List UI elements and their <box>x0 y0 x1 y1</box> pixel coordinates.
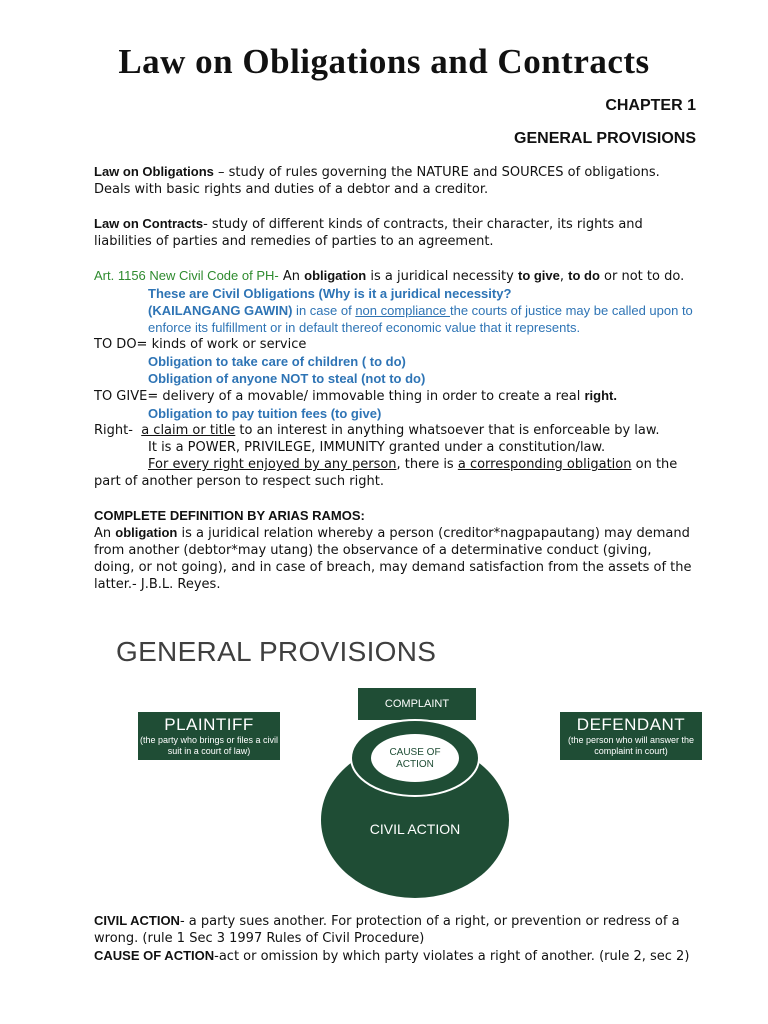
civil-action-definition <box>94 912 706 947</box>
obligations-def-2: Deals with basic rights and duties of a debtor and a creditor. <box>94 182 489 197</box>
right-text: on the part of another person to respect such right. <box>94 457 678 489</box>
diagram-title: GENERAL PROVISIONS <box>116 636 437 667</box>
complete-definition-text <box>94 524 694 593</box>
civil-action-term: CIVIL ACTION <box>94 913 180 928</box>
cause-line-1: CAUSE OF <box>389 747 441 758</box>
plaintiff-description: (the party who brings or files a civil suit in a court of law) <box>139 735 279 756</box>
obligations-term: Law on Obligations <box>94 164 214 179</box>
right-paragraph <box>94 422 694 439</box>
cause-of-action-definition <box>94 947 706 965</box>
right-underline-2: a corresponding obligation <box>457 457 632 472</box>
article-keyword: obligation <box>304 268 367 283</box>
right-def: to an interest in anything whatsoever that is enforceable by law. <box>235 423 660 438</box>
right-power-line: It is a POWER, PRIVILEGE, IMMUNITY granted under a constitution/law. <box>148 440 606 455</box>
complete-text: An <box>94 526 116 541</box>
obligations-def: – study of rules governing the NATURE and SOURCES of obligations. <box>213 165 660 180</box>
article-text: is a juridical necessity <box>366 269 518 284</box>
defendant-label: DEFENDANT <box>576 715 686 734</box>
civil-note-heading: These are Civil Obligations (Why is it a juridical necessity? <box>148 286 512 301</box>
complaint-box: COMPLAINT <box>358 688 476 720</box>
togive-example: Obligation to pay tuition fees (to give) <box>148 406 382 421</box>
togive-paragraph <box>94 387 694 405</box>
plaintiff-label: PLAINTIFF <box>164 715 254 734</box>
civil-note-kailangan: (KAILANGANG GAWIN) <box>148 303 293 318</box>
todo-label: TO DO= <box>94 337 148 352</box>
section-heading: GENERAL PROVISIONS <box>514 130 696 147</box>
contracts-def: - study of different kinds of contracts, their character, its rights and liabilities of parties and remedies of parties to an agreement. <box>94 217 643 249</box>
article-text: or not to do. <box>599 269 685 284</box>
togive-label: TO GIVE= <box>94 389 159 404</box>
article-ref: Art. 1156 New Civil Code of PH- <box>94 268 279 283</box>
article-paragraph <box>94 267 694 285</box>
article-keyword: to give <box>517 268 560 283</box>
general-provisions-diagram <box>94 628 714 906</box>
todo-def: kinds of work or service <box>147 337 307 352</box>
civil-action-label: CIVIL ACTION <box>369 821 461 837</box>
todo-example-1: Obligation to take care of children ( to do) <box>148 354 406 369</box>
civil-action-def: - a party sues another. For protection of a right, or prevention or redress of a wrong. (rule 1 Sec 3 1997 Rules of Civil Procedure) <box>94 914 680 946</box>
civil-obligations-note <box>94 285 694 336</box>
complete-text: is a juridical relation whereby a person (creditor*nagpapautang) may demand from another (debtor*may utang) the observance of a determinative conduct (giving, doing, or not going), and in case of breach, may demand satisfaction from the assets of the latter.- J.B.L. Reyes. <box>94 526 692 592</box>
article-text: , <box>559 269 569 284</box>
contracts-paragraph <box>94 215 694 250</box>
right-corresponding <box>94 456 694 490</box>
document-title: Law on Obligations and Contracts <box>118 42 650 81</box>
togive-right: right. <box>584 388 617 403</box>
todo-example-2: Obligation of anyone NOT to steal (not to do) <box>148 371 426 386</box>
togive-def: delivery of a movable/ immovable thing in order to create a real <box>158 389 585 404</box>
article-keyword: to do <box>568 268 600 283</box>
obligations-paragraph <box>94 163 694 198</box>
right-label: Right- <box>94 423 133 438</box>
body-text <box>94 163 694 593</box>
right-spacer <box>133 423 141 438</box>
defendant-description: (the person who will answer the complaint in court) <box>567 735 695 756</box>
right-underline-1: For every right enjoyed by any person <box>148 457 397 472</box>
cause-of-action-def: -act or omission by which party violates a right of another. (rule 2, sec 2) <box>214 949 690 964</box>
right-text: , there is <box>396 457 458 472</box>
complete-definition-heading: COMPLETE DEFINITION BY ARIAS RAMOS: <box>94 508 365 523</box>
chapter-heading: CHAPTER 1 <box>605 97 696 114</box>
civil-note-noncompliance: non compliance <box>355 303 450 318</box>
article-text: An <box>278 269 305 284</box>
right-claim: a claim or title <box>141 423 236 438</box>
cause-of-action-term: CAUSE OF ACTION <box>94 948 215 963</box>
civil-note-text: in case of <box>292 303 356 318</box>
complete-keyword: obligation <box>115 525 178 540</box>
cause-of-action-label <box>371 747 459 771</box>
definitions-bottom <box>94 912 706 965</box>
contracts-term: Law on Contracts <box>94 216 204 231</box>
todo-paragraph <box>94 336 694 353</box>
cause-line-2: ACTION <box>396 759 434 770</box>
civil-note-text: the courts of justice may be called upon to enforce its fulfillment or in default thereof economic value that it represents. <box>148 303 693 335</box>
